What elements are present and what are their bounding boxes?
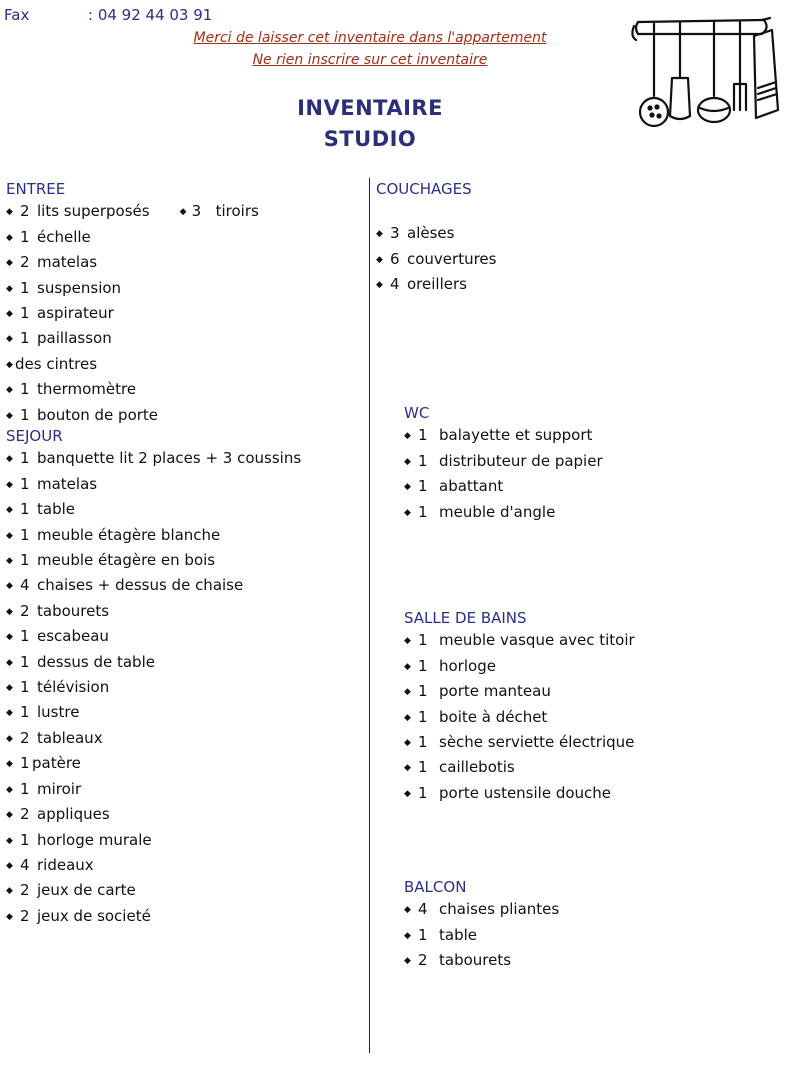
list-item-extra xyxy=(180,200,259,225)
list-item xyxy=(404,475,603,500)
salle-de-bains-heading: SALLE DE BAINS xyxy=(404,609,527,627)
item-label: thermomètre xyxy=(37,380,137,399)
item-label: suspension xyxy=(37,278,122,297)
item-label: meuble étagère blanche xyxy=(37,525,221,544)
item-label: caillebotis xyxy=(439,758,515,777)
item-label: matelas xyxy=(37,474,98,493)
list-item xyxy=(404,924,559,949)
diamond-bullet-icon: ◆ xyxy=(404,687,411,698)
list-item xyxy=(6,226,259,251)
item-label: jeux de societé xyxy=(37,906,151,925)
list-item xyxy=(404,898,559,923)
item-label: tabourets xyxy=(439,951,512,970)
diamond-bullet-icon: ◆ xyxy=(6,385,13,396)
diamond-bullet-icon: ◆ xyxy=(6,454,13,465)
diamond-bullet-icon: ◆ xyxy=(6,359,13,370)
wc-heading: WC xyxy=(404,404,430,422)
item-label: couvertures xyxy=(407,249,497,268)
diamond-bullet-icon: ◆ xyxy=(6,581,13,592)
diamond-bullet-icon: ◆ xyxy=(404,788,411,799)
item-qty: 6 xyxy=(390,249,400,268)
page-title: INVENTAIRE xyxy=(297,96,443,120)
list-item xyxy=(404,782,635,807)
balcon-heading: BALCON xyxy=(404,878,467,896)
item-label: tableaux xyxy=(37,728,103,747)
list-item xyxy=(6,353,259,378)
item-qty: 1 xyxy=(418,656,428,675)
diamond-bullet-icon: ◆ xyxy=(404,905,411,916)
item-qty: 1 xyxy=(418,631,428,650)
list-item xyxy=(404,450,603,475)
item-label: dessus de table xyxy=(37,652,155,671)
list-item xyxy=(6,200,259,225)
item-label: lits superposés xyxy=(37,202,150,221)
diamond-bullet-icon: ◆ xyxy=(6,258,13,269)
item-qty: 2 xyxy=(20,253,30,272)
item-qty: 3 xyxy=(191,202,202,221)
item-label: appliques xyxy=(37,805,110,824)
item-label: oreillers xyxy=(407,275,467,294)
diamond-bullet-icon: ◆ xyxy=(404,636,411,647)
list-item xyxy=(6,574,301,599)
item-label: abattant xyxy=(439,477,504,496)
item-qty: 2 xyxy=(20,805,30,824)
diamond-bullet-icon: ◆ xyxy=(6,632,13,643)
list-item xyxy=(376,222,496,247)
item-label: boite à déchet xyxy=(439,707,548,726)
list-item xyxy=(6,778,301,803)
item-qty: 1 xyxy=(20,278,30,297)
item-label: distributeur de papier xyxy=(439,451,603,470)
diamond-bullet-icon: ◆ xyxy=(404,712,411,723)
item-qty: 1 xyxy=(20,304,30,323)
diamond-bullet-icon: ◆ xyxy=(376,254,383,265)
item-label: alèses xyxy=(407,224,455,243)
item-label: lustre xyxy=(37,703,80,722)
item-qty: 4 xyxy=(390,275,400,294)
fax-number: : 04 92 44 03 91 xyxy=(88,6,213,24)
item-qty: 1 xyxy=(20,449,30,468)
item-qty: 1 xyxy=(20,703,30,722)
item-qty: 1 xyxy=(20,474,30,493)
item-qty: 1 xyxy=(20,329,30,348)
diamond-bullet-icon: ◆ xyxy=(179,207,187,218)
item-label: rideaux xyxy=(37,855,94,874)
sejour-heading: SEJOUR xyxy=(6,427,63,445)
item-qty: 4 xyxy=(418,900,428,919)
diamond-bullet-icon: ◆ xyxy=(6,810,13,821)
diamond-bullet-icon: ◆ xyxy=(6,283,13,294)
item-label: meuble vasque avec titoir xyxy=(439,631,635,650)
item-qty: 2 xyxy=(20,728,30,747)
diamond-bullet-icon: ◆ xyxy=(376,229,383,240)
diamond-bullet-icon: ◆ xyxy=(6,835,13,846)
diamond-bullet-icon: ◆ xyxy=(404,930,411,941)
item-label: patère xyxy=(32,754,81,773)
list-item xyxy=(376,273,496,298)
list-item xyxy=(6,251,259,276)
item-qty: 1 xyxy=(418,682,428,701)
diamond-bullet-icon: ◆ xyxy=(376,280,383,291)
diamond-bullet-icon: ◆ xyxy=(6,911,13,922)
sejour-section xyxy=(6,425,301,930)
list-item xyxy=(6,524,301,549)
item-label: paillasson xyxy=(37,329,112,348)
diamond-bullet-icon: ◆ xyxy=(6,860,13,871)
diamond-bullet-icon: ◆ xyxy=(6,886,13,897)
item-qty: 1 xyxy=(418,502,428,521)
list-item xyxy=(6,378,259,403)
diamond-bullet-icon: ◆ xyxy=(6,309,13,320)
column-divider xyxy=(369,178,370,1053)
item-qty: 1 xyxy=(20,405,30,424)
list-item xyxy=(6,549,301,574)
list-item xyxy=(6,302,259,327)
list-item xyxy=(404,424,603,449)
list-item xyxy=(6,600,301,625)
item-label: bouton de porte xyxy=(37,405,159,424)
kitchen-utensils-rack-icon xyxy=(630,14,780,134)
page-subtitle: STUDIO xyxy=(323,127,417,151)
item-qty: 1 xyxy=(20,525,30,544)
item-qty: 2 xyxy=(20,881,30,900)
diamond-bullet-icon: ◆ xyxy=(6,505,13,516)
item-label: aspirateur xyxy=(37,304,114,323)
list-item xyxy=(404,501,603,526)
item-qty: 4 xyxy=(20,576,30,595)
entree-section xyxy=(6,178,259,429)
list-item xyxy=(376,248,496,273)
item-label: tiroirs xyxy=(215,202,259,221)
item-qty: 1 xyxy=(20,678,30,697)
list-item xyxy=(6,727,301,752)
diamond-bullet-icon: ◆ xyxy=(404,738,411,749)
item-qty: 1 xyxy=(20,551,30,570)
item-qty: 1 xyxy=(20,627,30,646)
list-item xyxy=(404,949,559,974)
item-label: table xyxy=(37,500,75,519)
diamond-bullet-icon: ◆ xyxy=(404,482,411,493)
item-qty: 1 xyxy=(20,380,30,399)
item-label: porte ustensile douche xyxy=(439,783,612,802)
diamond-bullet-icon: ◆ xyxy=(6,410,13,421)
diamond-bullet-icon: ◆ xyxy=(6,708,13,719)
list-item xyxy=(404,680,635,705)
list-item xyxy=(6,498,301,523)
couchages-heading: COUCHAGES xyxy=(376,180,472,198)
item-label: télévision xyxy=(37,678,110,697)
wc-section xyxy=(404,402,603,526)
item-qty: 4 xyxy=(20,855,30,874)
list-item xyxy=(404,756,635,781)
item-label: banquette lit 2 places + 3 coussins xyxy=(37,449,302,468)
item-label: table xyxy=(439,925,477,944)
item-qty: 1 xyxy=(418,707,428,726)
notice-do-not-write: Ne rien inscrire sur cet inventaire xyxy=(252,52,488,68)
item-qty: 1 xyxy=(20,500,30,519)
list-item xyxy=(6,905,301,930)
diamond-bullet-icon: ◆ xyxy=(404,661,411,672)
item-label: échelle xyxy=(37,227,91,246)
item-label: porte manteau xyxy=(439,682,551,701)
list-item xyxy=(6,752,301,777)
item-qty: 2 xyxy=(20,906,30,925)
diamond-bullet-icon: ◆ xyxy=(6,556,13,567)
diamond-bullet-icon: ◆ xyxy=(404,431,411,442)
item-qty: 1 xyxy=(418,733,428,752)
item-label: chaises pliantes xyxy=(439,900,560,919)
notice-leave-inventory: Merci de laisser cet inventaire dans l'appartement xyxy=(193,30,547,46)
item-qty: 1 xyxy=(418,426,428,445)
item-qty: 2 xyxy=(418,951,428,970)
diamond-bullet-icon: ◆ xyxy=(6,784,13,795)
item-qty: 2 xyxy=(20,601,30,620)
item-label: sèche serviette électrique xyxy=(439,733,635,752)
item-label: horloge murale xyxy=(37,830,152,849)
list-item xyxy=(6,829,301,854)
item-qty: 1 xyxy=(20,754,30,773)
list-item xyxy=(404,655,635,680)
diamond-bullet-icon: ◆ xyxy=(404,763,411,774)
balcon-section xyxy=(404,876,559,975)
item-label: miroir xyxy=(37,779,82,798)
entree-heading: ENTREE xyxy=(6,180,66,198)
diamond-bullet-icon: ◆ xyxy=(6,683,13,694)
diamond-bullet-icon: ◆ xyxy=(6,232,13,243)
list-item xyxy=(6,803,301,828)
item-qty: 1 xyxy=(418,477,428,496)
list-item xyxy=(6,625,301,650)
item-qty: 1 xyxy=(20,830,30,849)
couchages-section xyxy=(376,178,496,299)
item-qty: 1 xyxy=(20,779,30,798)
diamond-bullet-icon: ◆ xyxy=(6,657,13,668)
list-item xyxy=(6,327,259,352)
list-item xyxy=(404,731,635,756)
list-item xyxy=(404,629,635,654)
diamond-bullet-icon: ◆ xyxy=(6,530,13,541)
list-item xyxy=(404,706,635,731)
item-label: balayette et support xyxy=(439,426,593,445)
item-qty: 2 xyxy=(20,202,30,221)
item-qty: 1 xyxy=(20,227,30,246)
diamond-bullet-icon: ◆ xyxy=(6,606,13,617)
diamond-bullet-icon: ◆ xyxy=(6,334,13,345)
salle-de-bains-section xyxy=(404,607,635,807)
list-item xyxy=(6,879,301,904)
list-item xyxy=(6,651,301,676)
item-qty: 1 xyxy=(418,783,428,802)
item-qty: 1 xyxy=(20,652,30,671)
list-item xyxy=(6,854,301,879)
item-label: escabeau xyxy=(37,627,109,646)
diamond-bullet-icon: ◆ xyxy=(6,207,13,218)
item-label: chaises + dessus de chaise xyxy=(37,576,244,595)
diamond-bullet-icon: ◆ xyxy=(404,456,411,467)
diamond-bullet-icon: ◆ xyxy=(404,956,411,967)
item-label: des cintres xyxy=(15,354,98,373)
list-item xyxy=(6,473,301,498)
diamond-bullet-icon: ◆ xyxy=(6,733,13,744)
list-item xyxy=(6,447,301,472)
item-qty: 1 xyxy=(418,758,428,777)
item-qty: 3 xyxy=(390,224,400,243)
item-label: meuble d'angle xyxy=(439,502,556,521)
item-label: tabourets xyxy=(37,601,110,620)
fax-line xyxy=(4,6,213,24)
item-label: jeux de carte xyxy=(37,881,136,900)
item-label: horloge xyxy=(439,656,496,675)
fax-label: Fax xyxy=(4,6,30,24)
item-label: matelas xyxy=(37,253,98,272)
diamond-bullet-icon: ◆ xyxy=(404,507,411,518)
list-item xyxy=(6,676,301,701)
list-item xyxy=(6,277,259,302)
item-qty: 1 xyxy=(418,451,428,470)
list-item xyxy=(6,701,301,726)
diamond-bullet-icon: ◆ xyxy=(6,759,13,770)
item-label: meuble étagère en bois xyxy=(37,551,216,570)
diamond-bullet-icon: ◆ xyxy=(6,479,13,490)
item-qty: 1 xyxy=(418,925,428,944)
